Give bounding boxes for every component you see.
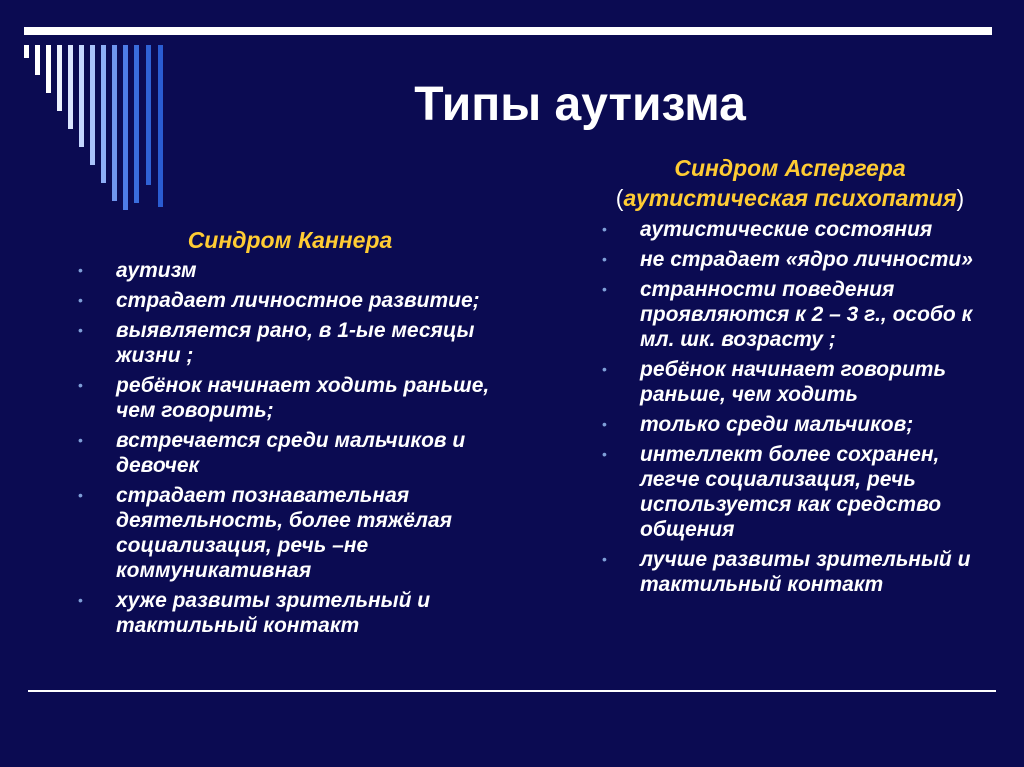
right-column-heading [580,153,1000,213]
list-item-text: ребёнок начинает говорить раньше, чем ходить [640,358,946,406]
left-heading-text: Синдром Каннера [187,227,393,253]
open-paren: ( [615,185,624,211]
left-list [72,258,532,643]
bullet-icon: • [78,322,83,338]
list-item [596,412,996,437]
bullet-icon: • [78,292,83,308]
left-column-heading [100,225,480,255]
list-item-text: аутистические состояния [640,218,933,241]
list-item [72,428,532,478]
bullet-icon: • [602,446,607,462]
bullet-icon: • [78,592,83,608]
right-heading-line2 [580,183,1000,213]
decorative-stripes [0,0,180,210]
bullet-icon: • [78,432,83,448]
list-item-text: встречается среди мальчиков и девочек [116,429,466,477]
list-item-text: аутизм [116,259,197,282]
bullet-icon: • [78,262,83,278]
list-item [596,277,996,352]
bullet-icon: • [602,221,607,237]
list-item-text: ребёнок начинает ходить раньше, чем говорить; [116,374,490,422]
bullet-icon: • [78,487,83,503]
list-item-text: интеллект более сохранен, легче социализация, речь используется как средство общения [640,443,942,541]
list-item [72,258,532,283]
right-list [596,217,996,602]
bullet-icon: • [602,251,607,267]
bullet-icon: • [602,361,607,377]
list-item [72,373,532,423]
list-item-text: лучше развиты зрительный и тактильный контакт [640,548,971,596]
close-paren: ) [956,185,965,211]
list-item-text: только среди мальчиков; [640,413,914,436]
right-heading-line1: Синдром Аспергера [674,155,906,181]
list-item-text: выявляется рано, в 1-ые месяцы жизни ; [116,319,475,367]
list-item-text: не страдает «ядро личности» [640,248,973,271]
list-item [72,318,532,368]
list-item-text: страдает познавательная деятельность, более тяжёлая социализация, речь –не коммуникативная [116,484,452,582]
list-item-text: страдает личностное развитие; [116,289,480,312]
list-item [596,547,996,597]
bullet-icon: • [602,416,607,432]
slide-title: Типы аутизма [414,78,746,131]
list-item [596,247,996,272]
right-heading-subtitle: аутистическая психопатия [623,185,957,211]
list-item [596,442,996,542]
bullet-icon: • [602,281,607,297]
bullet-icon: • [78,377,83,393]
list-item [72,288,532,313]
list-item [72,588,532,638]
list-item [72,483,532,583]
list-item-text: странности поведения проявляются к 2 – 3 г., особо к мл. шк. возрасту ; [640,278,973,351]
list-item [596,357,996,407]
bullet-icon: • [602,551,607,567]
list-item-text: хуже развиты зрительный и тактильный контакт [116,589,431,637]
list-item [596,217,996,242]
bottom-rule [28,690,996,692]
